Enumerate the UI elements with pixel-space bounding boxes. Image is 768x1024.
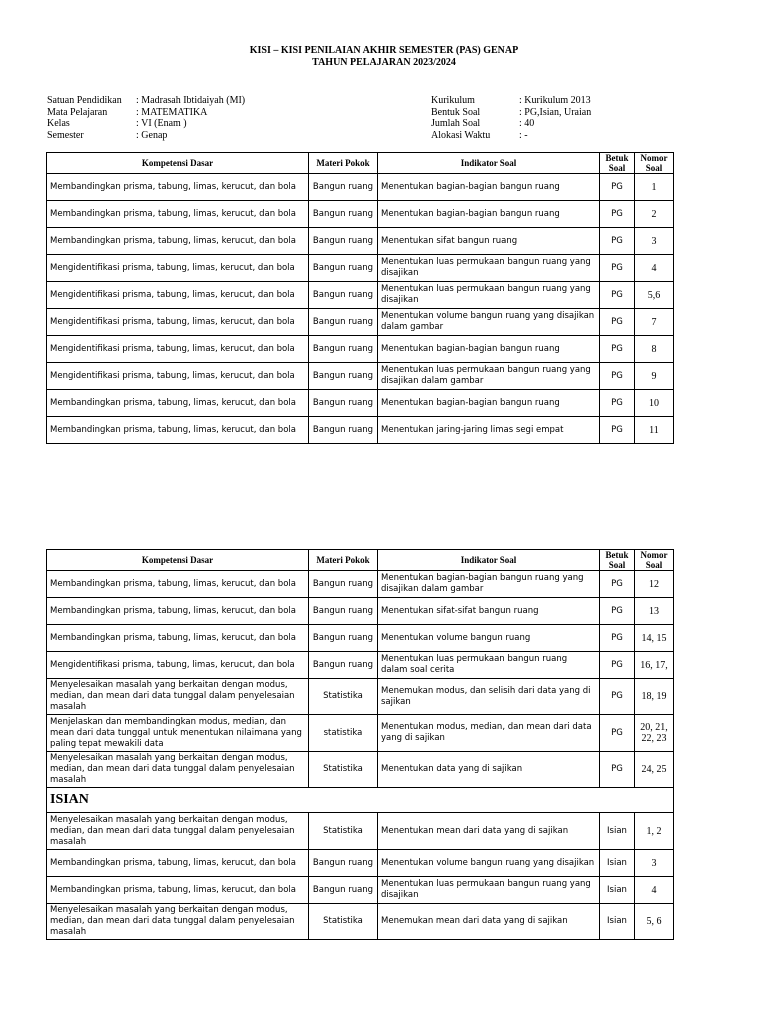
kompetensi-dasar-cell: Menyelesaikan masalah yang berkaitan dengan modus, median, dan mean dari data tunggal dalam penyelesaian masalah xyxy=(47,752,309,788)
materi-pokok-cell: Statistika xyxy=(309,813,378,850)
identity-row xyxy=(431,130,591,142)
nomor-soal-cell: 9 xyxy=(635,363,674,390)
materi-pokok-cell: Bangun ruang xyxy=(309,282,378,309)
kompetensi-dasar-cell: Membandingkan prisma, tabung, limas, kerucut, dan bola xyxy=(47,174,309,201)
identity-right xyxy=(431,95,591,141)
nomor-soal-cell: 18, 19 xyxy=(635,679,674,715)
kompetensi-dasar-cell: Membandingkan prisma, tabung, limas, kerucut, dan bola xyxy=(47,417,309,444)
bentuk-soal-cell: Isian xyxy=(600,813,635,850)
materi-pokok-cell: Statistika xyxy=(309,904,378,940)
materi-pokok-cell: Bangun ruang xyxy=(309,390,378,417)
nomor-soal-cell: 11 xyxy=(635,417,674,444)
identity-left xyxy=(47,95,245,141)
table-row xyxy=(47,850,674,877)
bentuk-soal-cell: Isian xyxy=(600,850,635,877)
kompetensi-dasar-cell: Menyelesaikan masalah yang berkaitan dengan modus, median, dan mean dari data tunggal dalam penyelesaian masalah xyxy=(47,904,309,940)
kompetensi-dasar-cell: Mengidentifikasi prisma, tabung, limas, kerucut, dan bola xyxy=(47,282,309,309)
indikator-soal-cell: Menentukan sifat bangun ruang xyxy=(378,228,600,255)
kompetensi-dasar-cell: Membandingkan prisma, tabung, limas, kerucut, dan bola xyxy=(47,850,309,877)
identity-value: : MATEMATIKA xyxy=(136,106,208,118)
table-row xyxy=(47,625,674,652)
bentuk-soal-cell: PG xyxy=(600,309,635,336)
indikator-soal-cell: Menentukan volume bangun ruang yang disajikan dalam gambar xyxy=(378,309,600,336)
nomor-soal-cell: 2 xyxy=(635,201,674,228)
indikator-soal-cell: Menentukan bagian-bagian bangun ruang xyxy=(378,336,600,363)
identity-row xyxy=(47,95,245,107)
identity-row xyxy=(47,130,245,142)
identity-label: Kurikulum xyxy=(431,95,475,106)
nomor-soal-cell: 1 xyxy=(635,174,674,201)
bentuk-soal-cell: PG xyxy=(600,652,635,679)
nomor-soal-cell: 4 xyxy=(635,877,674,904)
kisi-table-1 xyxy=(46,152,674,444)
bentuk-soal-cell: PG xyxy=(600,625,635,652)
indikator-soal-cell: Menentukan bagian-bagian bangun ruang xyxy=(378,174,600,201)
section-title-isian: ISIAN xyxy=(47,788,674,813)
kompetensi-dasar-cell: Mengidentifikasi prisma, tabung, limas, kerucut, dan bola xyxy=(47,309,309,336)
bentuk-soal-cell: PG xyxy=(600,228,635,255)
materi-pokok-cell: Bangun ruang xyxy=(309,255,378,282)
bentuk-soal-cell: PG xyxy=(600,201,635,228)
materi-pokok-cell: Statistika xyxy=(309,752,378,788)
indikator-soal-cell: Menentukan bagian-bagian bangun ruang xyxy=(378,390,600,417)
section-row xyxy=(47,788,674,813)
bentuk-soal-cell: Isian xyxy=(600,904,635,940)
nomor-soal-cell: 7 xyxy=(635,309,674,336)
bentuk-soal-cell: PG xyxy=(600,571,635,598)
bentuk-soal-cell: PG xyxy=(600,255,635,282)
table-row xyxy=(47,813,674,850)
materi-pokok-cell: statistika xyxy=(309,715,378,752)
nomor-soal-cell: 4 xyxy=(635,255,674,282)
indikator-soal-cell: Menentukan luas permukaan bangun ruang yang disajikan xyxy=(378,255,600,282)
column-header-nomor-soal: Nomor Soal xyxy=(635,550,674,571)
materi-pokok-cell: Bangun ruang xyxy=(309,877,378,904)
kompetensi-dasar-cell: Mengidentifikasi prisma, tabung, limas, kerucut, dan bola xyxy=(47,336,309,363)
nomor-soal-cell: 10 xyxy=(635,390,674,417)
table-row xyxy=(47,652,674,679)
materi-pokok-cell: Bangun ruang xyxy=(309,201,378,228)
kompetensi-dasar-cell: Membandingkan prisma, tabung, limas, kerucut, dan bola xyxy=(47,228,309,255)
document-subtitle: TAHUN PELAJARAN 2023/2024 xyxy=(312,57,456,68)
kompetensi-dasar-cell: Membandingkan prisma, tabung, limas, kerucut, dan bola xyxy=(47,598,309,625)
table-row xyxy=(47,598,674,625)
kompetensi-dasar-cell: Menyelesaikan masalah yang berkaitan dengan modus, median, dan mean dari data tunggal dalam penyelesaian masalah xyxy=(47,679,309,715)
table-header-row xyxy=(47,550,674,571)
kisi-table-2 xyxy=(46,549,674,940)
column-header-kompetensi-dasar: Kompetensi Dasar xyxy=(47,550,309,571)
identity-label: Alokasi Waktu xyxy=(431,129,491,141)
identity-label: Kelas xyxy=(47,118,70,129)
bentuk-soal-cell: PG xyxy=(600,752,635,788)
bentuk-soal-cell: PG xyxy=(600,282,635,309)
nomor-soal-cell: 5,6 xyxy=(635,282,674,309)
identity-label: Satuan Pendidikan xyxy=(47,95,122,106)
nomor-soal-cell: 3 xyxy=(635,228,674,255)
column-header-nomor-soal: Nomor Soal xyxy=(635,153,674,174)
indikator-soal-cell: Menentukan sifat-sifat bangun ruang xyxy=(378,598,600,625)
nomor-soal-cell: 16, 17, xyxy=(635,652,674,679)
table-row xyxy=(47,174,674,201)
column-header-materi-pokok: Materi Pokok xyxy=(309,153,378,174)
kompetensi-dasar-cell: Membandingkan prisma, tabung, limas, kerucut, dan bola xyxy=(47,201,309,228)
nomor-soal-cell: 24, 25 xyxy=(635,752,674,788)
indikator-soal-cell: Menentukan volume bangun ruang xyxy=(378,625,600,652)
table-row xyxy=(47,336,674,363)
materi-pokok-cell: Bangun ruang xyxy=(309,363,378,390)
identity-value: : Kurikulum 2013 xyxy=(519,95,591,106)
materi-pokok-cell: Bangun ruang xyxy=(309,228,378,255)
table-row xyxy=(47,752,674,788)
materi-pokok-cell: Bangun ruang xyxy=(309,652,378,679)
kompetensi-dasar-cell: Membandingkan prisma, tabung, limas, kerucut, dan bola xyxy=(47,625,309,652)
bentuk-soal-cell: PG xyxy=(600,598,635,625)
column-header-bentuk-soal: Betuk Soal xyxy=(600,550,635,571)
kompetensi-dasar-cell: Mengidentifikasi prisma, tabung, limas, kerucut, dan bola xyxy=(47,652,309,679)
bentuk-soal-cell: PG xyxy=(600,715,635,752)
identity-row xyxy=(431,107,591,119)
identity-label: Bentuk Soal xyxy=(431,106,481,118)
nomor-soal-cell: 13 xyxy=(635,598,674,625)
table-row xyxy=(47,201,674,228)
table-row xyxy=(47,390,674,417)
indikator-soal-cell: Menemukan mean dari data yang di sajikan xyxy=(378,904,600,940)
identity-value: : 40 xyxy=(519,118,535,129)
materi-pokok-cell: Bangun ruang xyxy=(309,598,378,625)
materi-pokok-cell: Bangun ruang xyxy=(309,309,378,336)
kompetensi-dasar-cell: Menyelesaikan masalah yang berkaitan dengan modus, median, dan mean dari data tunggal dalam penyelesaian masalah xyxy=(47,813,309,850)
bentuk-soal-cell: Isian xyxy=(600,877,635,904)
identity-value: : Madrasah Ibtidaiyah (MI) xyxy=(136,95,246,106)
document-title: KISI – KISI PENILAIAN AKHIR SEMESTER (PAS) GENAP xyxy=(249,45,519,56)
column-header-kompetensi-dasar: Kompetensi Dasar xyxy=(47,153,309,174)
indikator-soal-cell: Menentukan luas permukaan bangun ruang yang disajikan xyxy=(378,877,600,904)
table-header-row xyxy=(47,153,674,174)
indikator-soal-cell: Menentukan modus, median, dan mean dari data yang di sajikan xyxy=(378,715,600,752)
table-row xyxy=(47,282,674,309)
nomor-soal-cell: 1, 2 xyxy=(635,813,674,850)
nomor-soal-cell: 14, 15 xyxy=(635,625,674,652)
indikator-soal-cell: Menentukan jaring-jaring limas segi empat xyxy=(378,417,600,444)
kompetensi-dasar-cell: Membandingkan prisma, tabung, limas, kerucut, dan bola xyxy=(47,877,309,904)
materi-pokok-cell: Bangun ruang xyxy=(309,850,378,877)
nomor-soal-cell: 3 xyxy=(635,850,674,877)
column-header-indikator-soal: Indikator Soal xyxy=(378,153,600,174)
nomor-soal-cell: 8 xyxy=(635,336,674,363)
column-header-indikator-soal: Indikator Soal xyxy=(378,550,600,571)
table-row xyxy=(47,904,674,940)
identity-label: Mata Pelajaran xyxy=(47,106,108,118)
nomor-soal-cell: 12 xyxy=(635,571,674,598)
identity-row xyxy=(47,107,245,119)
bentuk-soal-cell: PG xyxy=(600,363,635,390)
bentuk-soal-cell: PG xyxy=(600,174,635,201)
bentuk-soal-cell: PG xyxy=(600,417,635,444)
bentuk-soal-cell: PG xyxy=(600,390,635,417)
indikator-soal-cell: Menentukan luas permukaan bangun ruang yang disajikan xyxy=(378,282,600,309)
identity-row xyxy=(431,118,591,130)
nomor-soal-cell: 5, 6 xyxy=(635,904,674,940)
indikator-soal-cell: Menentukan data yang di sajikan xyxy=(378,752,600,788)
identity-value: : Genap xyxy=(136,129,168,141)
indikator-soal-cell: Menentukan volume bangun ruang yang disajikan xyxy=(378,850,600,877)
table-row xyxy=(47,679,674,715)
identity-value: : - xyxy=(519,129,528,141)
identity-label: Semester xyxy=(47,129,84,141)
table-row xyxy=(47,255,674,282)
table-row xyxy=(47,228,674,255)
table-row xyxy=(47,877,674,904)
table-row xyxy=(47,417,674,444)
materi-pokok-cell: Bangun ruang xyxy=(309,571,378,598)
table-row xyxy=(47,363,674,390)
identity-value: : PG,Isian, Uraian xyxy=(519,106,592,118)
indikator-soal-cell: Menentukan bagian-bagian bangun ruang yang disajikan dalam gambar xyxy=(378,571,600,598)
column-header-materi-pokok: Materi Pokok xyxy=(309,550,378,571)
column-header-bentuk-soal: Betuk Soal xyxy=(600,153,635,174)
identity-row xyxy=(47,118,245,130)
identity-value: : VI (Enam ) xyxy=(136,118,187,129)
kompetensi-dasar-cell: Mengidentifikasi prisma, tabung, limas, kerucut, dan bola xyxy=(47,363,309,390)
table-row xyxy=(47,571,674,598)
kompetensi-dasar-cell: Membandingkan prisma, tabung, limas, kerucut, dan bola xyxy=(47,390,309,417)
indikator-soal-cell: Menentukan mean dari data yang di sajikan xyxy=(378,813,600,850)
indikator-soal-cell: Menentukan luas permukaan bangun ruang dalam soal cerita xyxy=(378,652,600,679)
kompetensi-dasar-cell: Mengidentifikasi prisma, tabung, limas, kerucut, dan bola xyxy=(47,255,309,282)
indikator-soal-cell: Menemukan modus, dan selisih dari data yang di sajikan xyxy=(378,679,600,715)
kompetensi-dasar-cell: Membandingkan prisma, tabung, limas, kerucut, dan bola xyxy=(47,571,309,598)
table-row xyxy=(47,715,674,752)
table-row xyxy=(47,309,674,336)
identity-row xyxy=(431,95,591,107)
indikator-soal-cell: Menentukan luas permukaan bangun ruang yang disajikan dalam gambar xyxy=(378,363,600,390)
bentuk-soal-cell: PG xyxy=(600,679,635,715)
bentuk-soal-cell: PG xyxy=(600,336,635,363)
kompetensi-dasar-cell: Menjelaskan dan membandingkan modus, median, dan mean dari data tunggal untuk menentukan nilaimana yang paling tepat mewakili data xyxy=(47,715,309,752)
materi-pokok-cell: Bangun ruang xyxy=(309,174,378,201)
materi-pokok-cell: Bangun ruang xyxy=(309,625,378,652)
identity-label: Jumlah Soal xyxy=(431,118,481,129)
materi-pokok-cell: Statistika xyxy=(309,679,378,715)
materi-pokok-cell: Bangun ruang xyxy=(309,336,378,363)
materi-pokok-cell: Bangun ruang xyxy=(309,417,378,444)
indikator-soal-cell: Menentukan bagian-bagian bangun ruang xyxy=(378,201,600,228)
nomor-soal-cell: 20, 21, 22, 23 xyxy=(635,715,674,752)
